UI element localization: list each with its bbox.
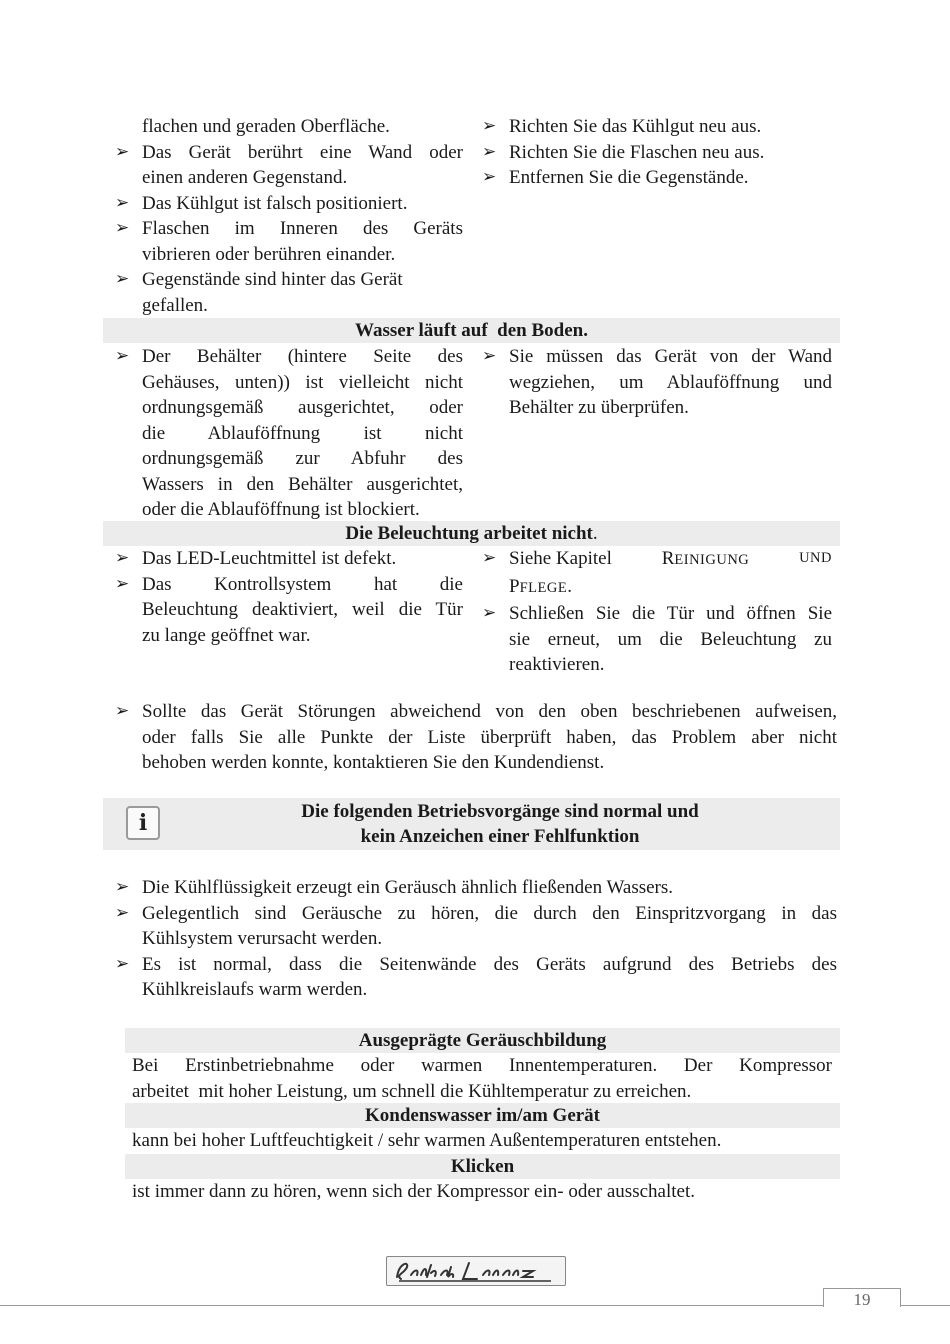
list-item: ➢ Das LED-Leuchtmittel ist defekt.: [105, 546, 463, 572]
arrow-bullet-icon: ➢: [482, 603, 497, 623]
section1-left-column: [105, 114, 463, 318]
page-number: 19: [853, 1290, 871, 1309]
brand-logo: [386, 1256, 566, 1286]
list-item: ➢ Das Kontrollsystem hat die Beleuchtung deaktiviert, weil die Tür zu lange geöffnet war.: [115, 573, 463, 646]
arrow-bullet-icon: ➢: [115, 877, 130, 897]
info-box-title: Die folgenden Betriebsvorgänge sind normal und kein Anzeichen einer Fehlfunktion: [301, 801, 699, 847]
section2-right-column: [472, 344, 832, 421]
list-item: ➢ Sollte das Gerät Störungen abweichend von den oben beschriebenen aufweisen, oder falls Sie alle Punkte der Liste überprüft haben, das Problem aber nicht behoben werden konnte, kontaktieren Sie den Kundendienst.: [115, 701, 837, 773]
section-heading: Wasser läuft auf den Boden.: [103, 318, 840, 343]
arrow-bullet-icon: ➢: [482, 167, 497, 187]
section3-right-column: [472, 546, 832, 678]
noise-description: Bei Erstinbetriebnahme oder warmen Innentemperaturen. Der Kompressor arbeitet mit hoher Leistung, um schnell die Kühltemperatur zu erreichen.: [132, 1055, 832, 1102]
arrow-bullet-icon: ➢: [115, 701, 130, 721]
list-item: ➢ Schließen Sie die Tür und öffnen Sie sie erneut, um die Beleuchtung zu reaktivieren.: [482, 603, 832, 675]
arrow-bullet-icon: ➢: [115, 141, 130, 162]
list-item: ➢ Die Kühlflüssigkeit erzeugt ein Geräusch ähnlich fließenden Wassers.: [105, 875, 837, 901]
arrow-bullet-icon: ➢: [115, 548, 130, 568]
list-item: ➢ Der Behälter (hintere Seite des Gehäuses, unten)) ist vielleicht nicht ordnungsgemäß ausgerichtet, oder die Ablauföffnung ist nicht ordnungsgemäß zur Abfuhr des Wassers in den Behälter ausgerichtet, oder die Ablauföffnung ist blockiert.: [115, 346, 463, 520]
noise-heading: Kondenswasser im/am Gerät: [125, 1103, 840, 1128]
arrow-bullet-icon: ➢: [115, 218, 130, 238]
section3-left-column: [105, 546, 463, 648]
arrow-bullet-icon: ➢: [115, 346, 130, 366]
list-item: ➢ Gegenstände sind hinter das Gerät gefallen.: [115, 269, 403, 316]
arrow-bullet-icon: ➢: [482, 141, 497, 162]
section2-left-column: [105, 344, 463, 523]
list-item: ➢ Richten Sie die Flaschen neu aus.: [472, 140, 832, 166]
noise-heading: Ausgeprägte Geräuschbildung: [125, 1028, 840, 1053]
list-item: ➢ Richten Sie das Kühlgut neu aus.: [472, 114, 832, 140]
list-item: ➢ Entfernen Sie die Gegenstände.: [472, 165, 832, 191]
list-item: ➢ Sie müssen das Gerät von der Wand wegziehen, um Ablauföffnung und Behälter zu überprüfen.: [482, 346, 832, 418]
section-heading: Die Beleuchtung arbeitet nicht.: [103, 521, 840, 546]
chapter-reference: Siehe Kapitel REINIGUNG UND: [509, 548, 832, 569]
noise-heading: Klicken: [125, 1154, 840, 1179]
arrow-bullet-icon: ➢: [482, 346, 497, 366]
arrow-bullet-icon: ➢: [115, 192, 130, 213]
list-item: ➢ Das Kühlgut ist falsch positioniert.: [105, 191, 463, 217]
list-item: ➢ Das Gerät berührt eine Wand oder einen anderen Gegenstand.: [115, 141, 463, 188]
list-item: ➢ Es ist normal, dass die Seitenwände des Geräts aufgrund des Betriebs des Kühlkreislaufs warm werden.: [115, 953, 837, 1000]
list-item: ➢ Flaschen im Inneren des Geräts vibrieren oder berühren einander.: [115, 218, 463, 265]
service-note: [105, 699, 837, 776]
list-item: ➢ Siehe Kapitel REINIGUNG UND PFLEGE.: [482, 548, 832, 597]
arrow-bullet-icon: ➢: [115, 953, 130, 974]
continuation-line: flachen und geraden Oberfläche.: [142, 116, 390, 137]
footer-divider: [0, 1305, 950, 1306]
noise-description: ist immer dann zu hören, wenn sich der Kompressor ein- oder ausschaltet.: [132, 1181, 695, 1202]
normal-operations-list: [105, 875, 837, 1003]
section1-right-column: [472, 114, 832, 191]
arrow-bullet-icon: ➢: [482, 548, 497, 568]
brand-logo-signature: [387, 1257, 565, 1285]
arrow-bullet-icon: ➢: [482, 116, 497, 136]
info-icon: i: [126, 806, 160, 840]
arrow-bullet-icon: ➢: [115, 269, 130, 289]
arrow-bullet-icon: ➢: [115, 573, 130, 594]
list-item: ➢ Gelegentlich sind Geräusche zu hören, die durch den Einspritzvorgang in das Kühlsystem verursacht werden.: [115, 902, 837, 949]
noise-description: kann bei hoher Luftfeuchtigkeit / sehr warmen Außentemperaturen entstehen.: [132, 1130, 722, 1151]
arrow-bullet-icon: ➢: [115, 902, 130, 923]
